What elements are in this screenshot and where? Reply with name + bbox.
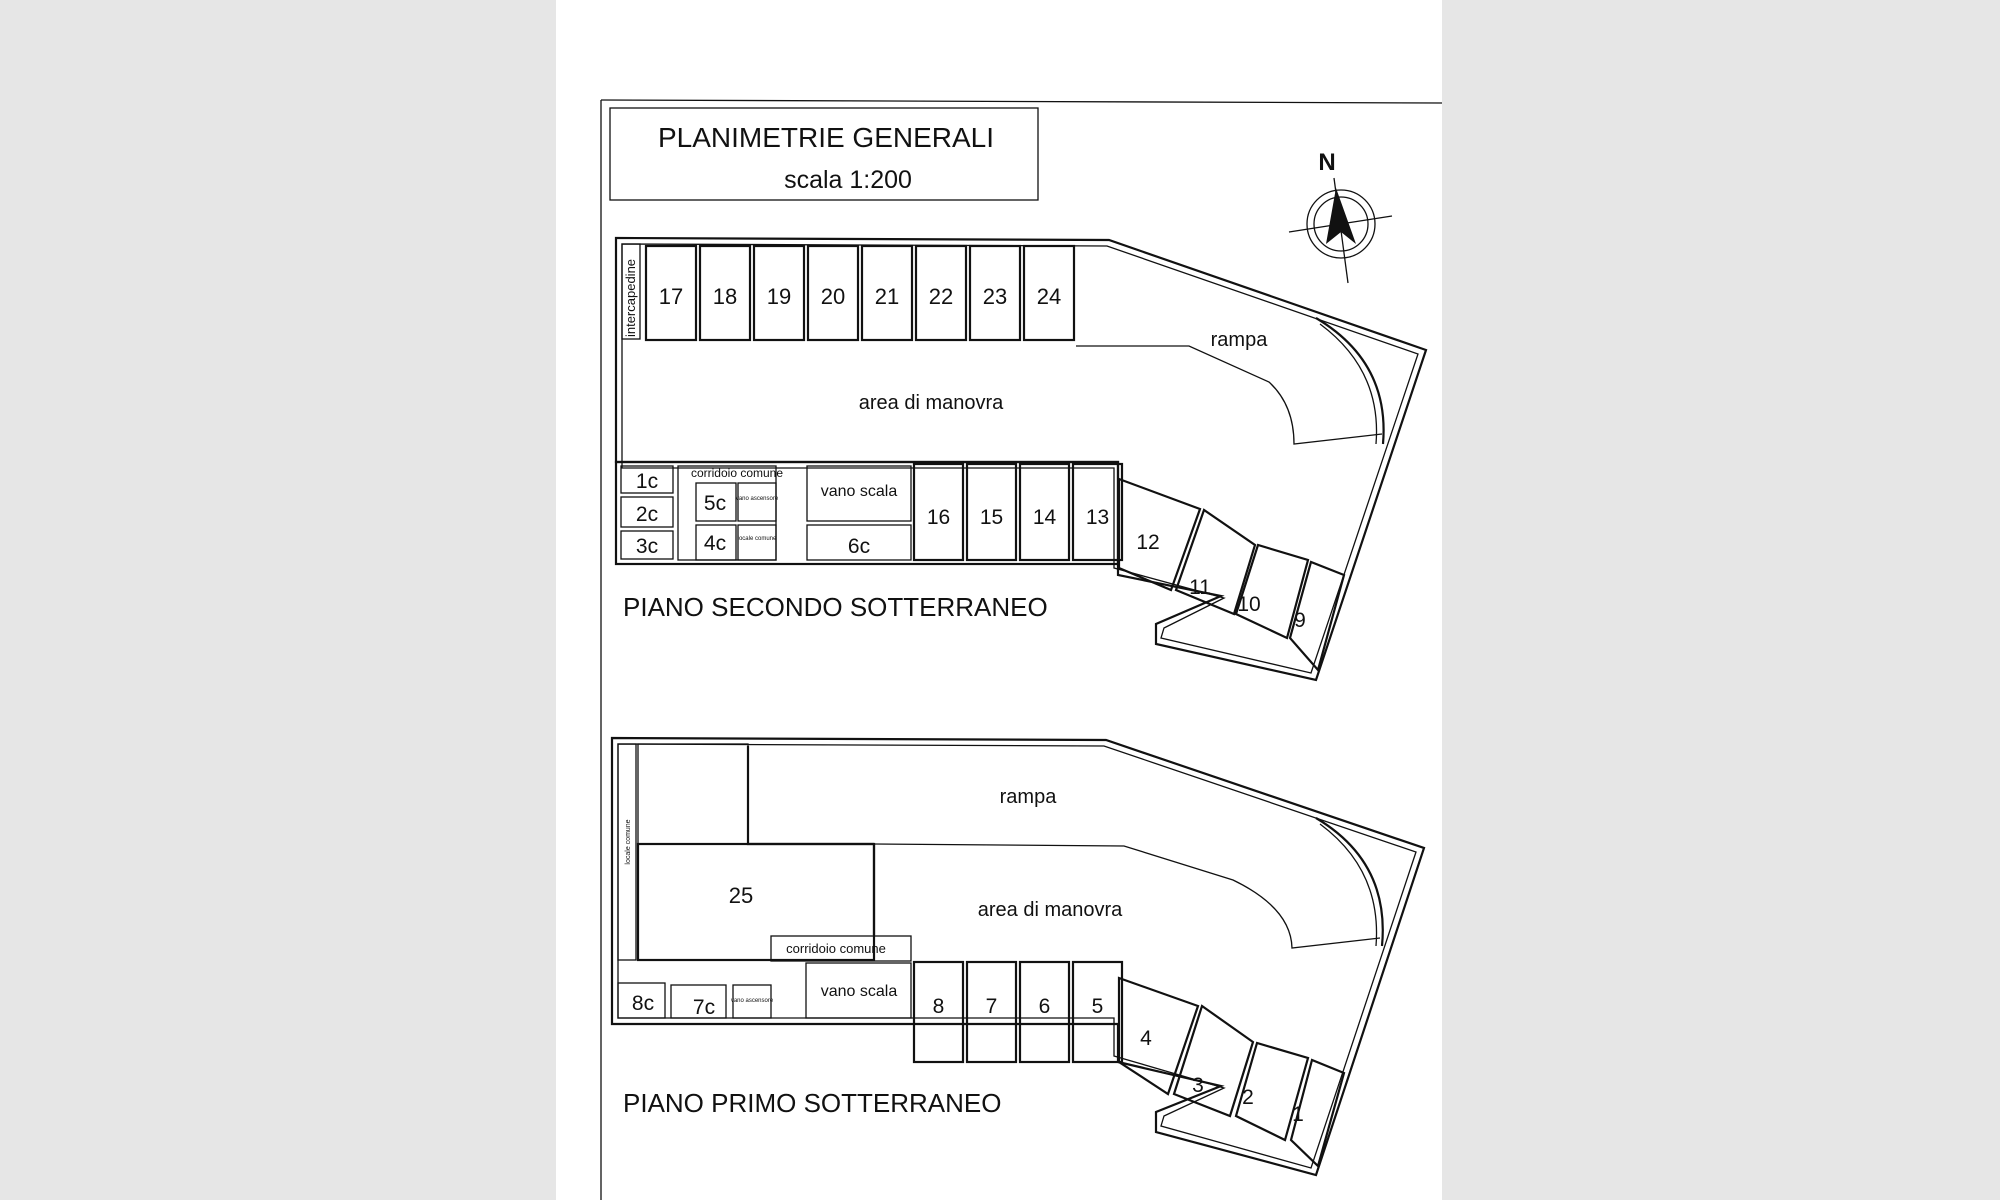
floor2-bottom-spaces: [914, 464, 1122, 560]
floor2-common-room: [738, 525, 776, 560]
parking-space-label: 22: [928, 284, 954, 309]
floor-first-basement: [612, 738, 1424, 1175]
scale-text: scala 1:200: [784, 166, 912, 194]
floor2-rampa-label: rampa: [1210, 329, 1268, 351]
parking-space-label: 15: [979, 506, 1004, 529]
floor2-elevator: [738, 483, 776, 521]
floor1-elevator-label: vano ascensore: [730, 998, 774, 1004]
parking-space-label: 7: [985, 995, 998, 1018]
floor2-ramp-curve: [1316, 318, 1384, 444]
floor1-ramp-room: [638, 744, 748, 844]
parking-space-label: 21: [874, 284, 900, 309]
floor2-stairwell-label: vano scala: [820, 483, 898, 500]
floor1-angled-spaces: [1119, 978, 1344, 1166]
intercapedine-label: intercapedine: [623, 258, 638, 338]
floor-second-basement: [616, 238, 1426, 680]
floor1-area-label: area di manovra: [977, 899, 1123, 921]
floor1-common-strip-label: locale comune: [625, 819, 632, 865]
floor2-ramp-lane: [1076, 346, 1382, 444]
parking-space-label: 16: [926, 506, 951, 529]
title-block: [610, 108, 1038, 200]
cellar-label: 5c: [703, 492, 727, 515]
title-text: PLANIMETRIE GENERALI: [657, 122, 995, 153]
parking-space-label: 17: [658, 284, 684, 309]
north-letter: N: [1318, 149, 1336, 176]
parking-space-label: 19: [766, 284, 792, 309]
cellar-label: 7c: [692, 996, 716, 1019]
parking-space-label: 23: [982, 284, 1008, 309]
parking-space-label: 20: [820, 284, 846, 309]
parking-space-label: 25: [728, 883, 754, 908]
cellar-label: 8c: [631, 992, 655, 1015]
cellar-label: 6c: [847, 535, 871, 558]
parking-space-label: 8: [932, 995, 945, 1018]
parking-space-label: 13: [1085, 506, 1110, 529]
parking-space-label: 9: [1294, 609, 1306, 632]
floor1-rampa-label: rampa: [999, 786, 1057, 808]
parking-space-label: 10: [1237, 593, 1261, 616]
parking-space-label: 24: [1036, 284, 1062, 309]
parking-space-label: 1: [1292, 1103, 1304, 1126]
parking-space-label: 2: [1242, 1086, 1254, 1109]
cellar-label: 3c: [635, 535, 659, 558]
floor1-ramp-lane: [874, 844, 1380, 948]
floor2-angled-spaces: [1119, 479, 1344, 670]
north-arrow-icon: [1289, 149, 1392, 283]
parking-space-label: 3: [1192, 1074, 1204, 1097]
floor-plans: [556, 0, 1442, 1200]
floor2-title: PIANO SECONDO SOTTERRANEO: [623, 592, 1048, 622]
floor2-top-spaces: [646, 246, 1074, 340]
frame-top: [601, 100, 1442, 103]
floor1-stairwell-label: vano scala: [820, 983, 898, 1000]
parking-space-label: 12: [1136, 531, 1160, 554]
cellar-label: 2c: [635, 503, 659, 526]
parking-space-label: 4: [1140, 1027, 1152, 1050]
floor1-corridor-label: corridoio comune: [786, 941, 886, 956]
floor2-common-room-label: locale comune: [737, 536, 777, 542]
floor2-corridor: [678, 466, 776, 560]
parking-space-label: 11: [1189, 576, 1211, 599]
cellar-label: 4c: [703, 532, 727, 555]
floor2-corridor-label: corridoio comune: [690, 466, 784, 480]
floor2-area-label: area di manovra: [858, 392, 1004, 414]
floor2-elevator-label: vano ascensore: [735, 496, 779, 502]
parking-space-label: 6: [1038, 995, 1051, 1018]
drawing-sheet: [556, 0, 1442, 1200]
parking-space-label: 5: [1091, 995, 1104, 1018]
floor1-title: PIANO PRIMO SOTTERRANEO: [623, 1088, 1002, 1118]
parking-space-label: 14: [1032, 506, 1057, 529]
cellar-label: 1c: [635, 470, 659, 493]
floor1-bottom-spaces: [914, 962, 1122, 1062]
parking-space-label: 18: [712, 284, 738, 309]
